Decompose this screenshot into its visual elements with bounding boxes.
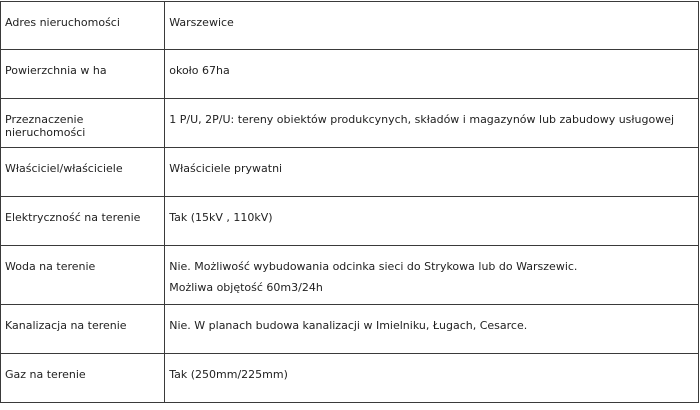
row-label: Właściciel/właściciele — [5, 162, 123, 175]
value-cell — [165, 99, 699, 148]
table-row-address — [1, 2, 699, 50]
property-info-table — [0, 1, 699, 403]
table-row-area — [1, 50, 699, 99]
value-cell — [165, 197, 699, 246]
row-value: Warszewice — [169, 16, 234, 29]
label-cell — [1, 50, 165, 99]
row-value: Właściciele prywatni — [169, 162, 283, 175]
label-cell — [1, 305, 165, 354]
label-cell — [1, 99, 165, 148]
value-cell — [165, 2, 699, 50]
row-label: Adres nieruchomości — [5, 16, 120, 29]
row-value-second-line: Możliwa objętość 60m3/24h — [169, 281, 323, 294]
row-value: Tak (250mm/225mm) — [169, 368, 288, 381]
row-value: 1 P/U, 2P/U: tereny obiektów produkcynych, składów i magazynów lub zabudowy usługowej — [169, 113, 675, 126]
label-cell — [1, 354, 165, 403]
row-value: Tak (15kV , 110kV) — [169, 211, 273, 224]
row-label: Przeznaczenie nieruchomości — [5, 113, 86, 139]
row-label: Woda na terenie — [5, 260, 96, 273]
table-row-electricity — [1, 197, 699, 246]
value-cell — [165, 246, 699, 305]
value-cell — [165, 50, 699, 99]
value-cell — [165, 354, 699, 403]
table-row-owner — [1, 148, 699, 197]
table-row-sewerage — [1, 305, 699, 354]
label-cell — [1, 246, 165, 305]
table-row-gas — [1, 354, 699, 403]
row-value: Nie. Możliwość wybudowania odcinka sieci do Strykowa lub do Warszewic. — [169, 260, 578, 273]
label-cell — [1, 197, 165, 246]
table-row-purpose — [1, 99, 699, 148]
row-label: Gaz na terenie — [5, 368, 86, 381]
row-value: Nie. W planach budowa kanalizacji w Imielniku, Ługach, Cesarce. — [169, 319, 528, 332]
table-row-water — [1, 246, 699, 305]
row-value: około 67ha — [169, 64, 230, 77]
value-cell — [165, 305, 699, 354]
label-cell — [1, 2, 165, 50]
row-label: Elektryczność na terenie — [5, 211, 141, 224]
row-label: Kanalizacja na terenie — [5, 319, 127, 332]
label-cell — [1, 148, 165, 197]
value-cell — [165, 148, 699, 197]
row-label: Powierzchnia w ha — [5, 64, 107, 77]
